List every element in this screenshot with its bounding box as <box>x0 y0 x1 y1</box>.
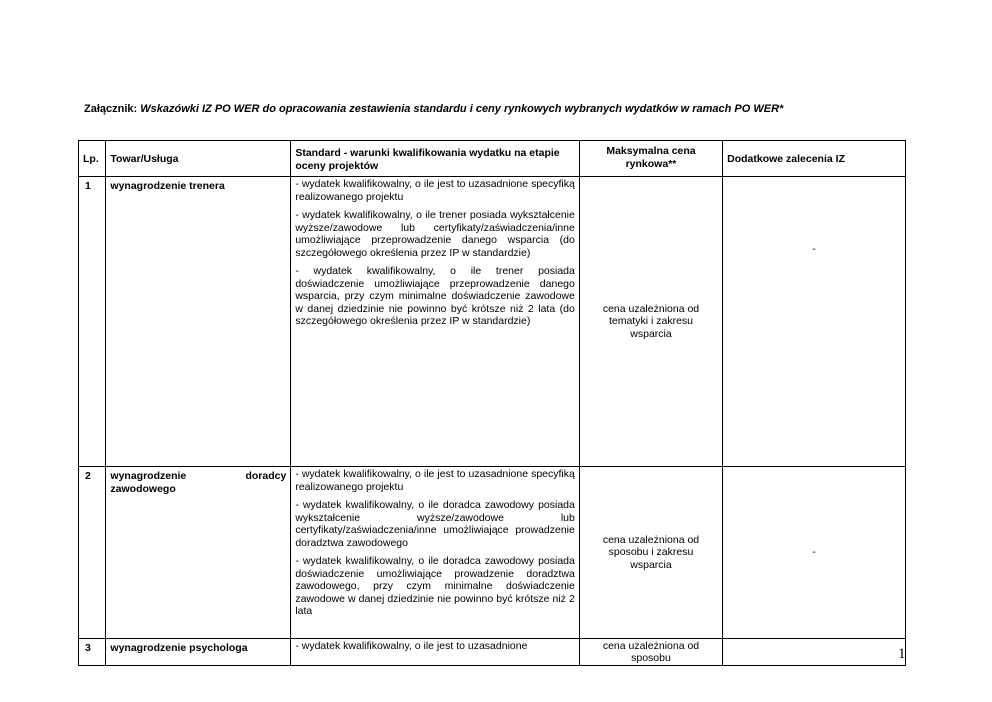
row-name-part: wynagrodzenie <box>110 470 187 482</box>
document-title <box>84 103 783 115</box>
expense-table <box>78 140 906 666</box>
standard-item: - wydatek kwalifikowalny, o ile doradca zawodowy posiada doświadczenie umożliwiające prowadzenie doradztwa zawodowego, przy czym minimalne doświadczenie zawodowe w danej dziedzinie nie powinno być krótsze niż 2 lata <box>295 555 575 617</box>
row-name: wynagrodzenie psychologa <box>106 639 291 666</box>
standard-item: - wydatek kwalifikowalny, o ile trener posiada wykształcenie wyższe/zawodowe lub certyfikaty/zaświadczenia/inne umożliwiające przeprowadzenie danego wsparcia (do szczegółowego określenia przez IP w standardzie) <box>295 209 575 259</box>
table-header-row <box>79 141 906 177</box>
row-name <box>106 467 291 639</box>
row-standard <box>291 467 580 639</box>
table-row <box>79 639 906 666</box>
header-cena: Maksymalna cena rynkowa** <box>579 141 722 177</box>
row-price: cena uzależniona od tematyki i zakresu wsparcia <box>579 177 722 467</box>
row-standard <box>291 177 580 467</box>
row-name-part: doradcy <box>245 470 287 482</box>
page-number: 1 <box>898 646 906 662</box>
title-prefix: Załącznik: <box>84 103 141 115</box>
header-lp: Lp. <box>79 141 106 177</box>
row-price: cena uzależniona od sposobu <box>579 639 722 666</box>
standard-item: - wydatek kwalifikowalny, o ile jest to uzasadnione specyfiką realizowanego projektu <box>295 178 575 203</box>
title-text: Wskazówki IZ PO WER do opracowania zestawienia standardu i ceny rynkowych wybranych wydatków w ramach PO WER* <box>140 103 784 115</box>
header-towar: Towar/Usługa <box>106 141 291 177</box>
row-extra: - <box>723 177 906 467</box>
table-row <box>79 467 906 639</box>
row-standard <box>291 639 580 666</box>
standard-item: - wydatek kwalifikowalny, o ile jest to uzasadnione <box>295 640 528 652</box>
row-lp: 2 <box>79 467 106 639</box>
row-lp: 3 <box>79 639 106 666</box>
row-name: wynagrodzenie trenera <box>106 177 291 467</box>
table-row <box>79 177 906 467</box>
standard-item: - wydatek kwalifikowalny, o ile doradca zawodowy posiada wykształcenie wyższe/zawodowe lub certyfikaty/zaświadczenia/inne umożliwiające prowadzenie doradztwa zawodowego <box>295 499 575 549</box>
header-zalecenia: Dodatkowe zalecenia IZ <box>723 141 906 177</box>
row-extra: - <box>723 467 906 639</box>
row-price: cena uzależniona od sposobu i zakresu wsparcia <box>579 467 722 639</box>
standard-item: - wydatek kwalifikowalny, o ile trener posiada doświadczenie umożliwiające przeprowadzenie danego wsparcia, przy czym minimalne doświadczenie zawodowe w danej dziedzinie nie powinno być krótsze niż 2 lata (do szczegółowego określenia przez IP w standardzie) <box>295 265 575 327</box>
row-name-part: zawodowego <box>110 482 176 495</box>
standard-item: - wydatek kwalifikowalny, o ile jest to uzasadnione specyfiką realizowanego projektu <box>295 468 575 493</box>
row-extra <box>723 639 906 666</box>
row-lp: 1 <box>79 177 106 467</box>
header-standard: Standard - warunki kwalifikowania wydatku na etapie oceny projektów <box>291 141 580 177</box>
